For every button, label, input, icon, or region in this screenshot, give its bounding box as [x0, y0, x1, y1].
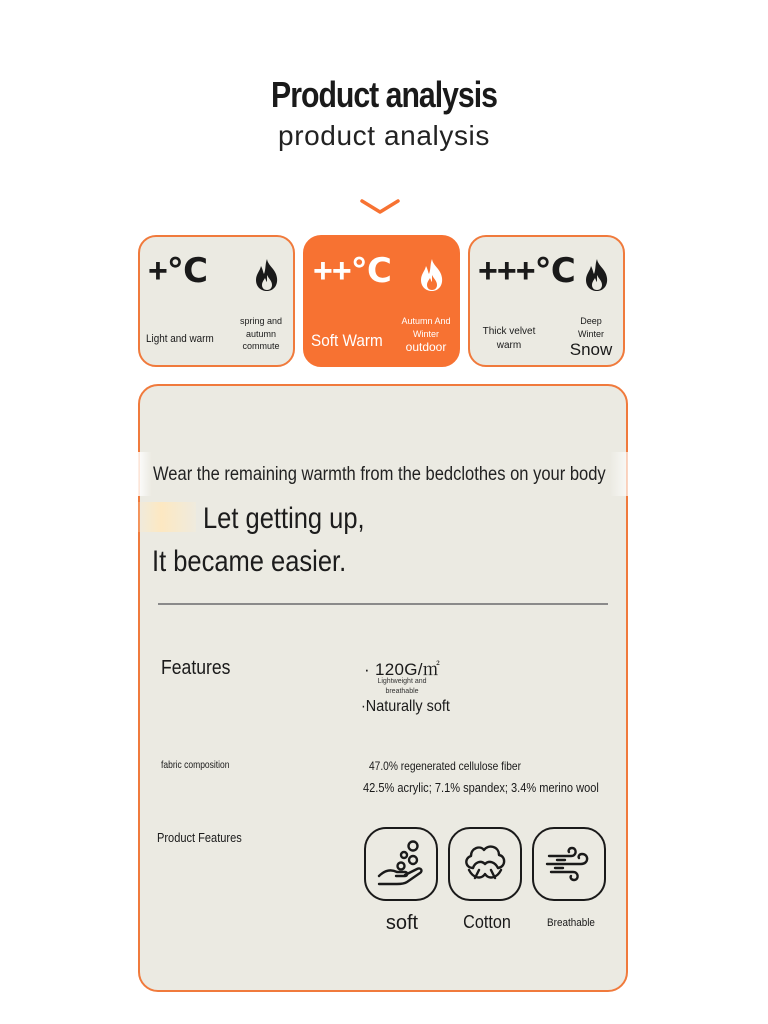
page-title: Product analysis: [271, 74, 497, 115]
features-label: Features: [161, 657, 231, 679]
hand-bubbles-icon: [375, 838, 427, 890]
warmth-level-season: spring and autumn commute: [239, 316, 283, 351]
feature-label-breathable: Breathable: [547, 917, 595, 929]
wind-icon: [543, 838, 595, 890]
cotton-feature-tile: [448, 827, 522, 901]
breathable-feature-tile: [532, 827, 606, 901]
warm-glow: [138, 502, 196, 532]
fabric-composition-label: fabric composition: [161, 760, 230, 771]
page-subtitle: product analysis: [278, 120, 490, 151]
divider: [158, 603, 608, 605]
light-glow: [610, 452, 634, 496]
flame-icon: [581, 257, 613, 293]
slogan-line-1: Let getting up,: [203, 502, 365, 535]
warmth-card-thick[interactable]: [468, 235, 625, 367]
softness-feature: ·Naturally soft: [361, 698, 450, 715]
product-features-label: Product Features: [157, 830, 242, 845]
light-glow: [138, 452, 152, 496]
fabric-weight: · 120G/㎡: [364, 660, 441, 679]
tagline: Wear the remaining warmth from the bedclothes on your body: [153, 464, 606, 485]
chevron-down-icon: [360, 199, 400, 215]
warmth-card-light[interactable]: [138, 235, 295, 367]
flame-icon: [416, 257, 448, 293]
feature-label-soft: soft: [385, 912, 419, 934]
warmth-level-season: Deep Winter Snow: [569, 316, 613, 359]
composition-line-2: 42.5% acrylic; 7.1% spandex; 3.4% merino wool: [363, 780, 599, 795]
weight-note: Lightweight and breathable: [377, 678, 427, 695]
warmth-level-temp: ++℃: [313, 252, 391, 290]
cotton-boll-icon: [459, 838, 511, 890]
warmth-card-soft[interactable]: [303, 235, 460, 367]
soft-feature-tile: [364, 827, 438, 901]
feature-label-cotton: Cotton: [463, 912, 511, 932]
composition-line-1: 47.0% regenerated cellulose fiber: [369, 759, 521, 773]
warmth-level-temp: +++℃: [478, 252, 575, 290]
slogan-line-2: It became easier.: [152, 545, 347, 578]
warmth-level-temp: +℃: [148, 252, 208, 290]
flame-icon: [251, 257, 283, 293]
warmth-level-label: Thick velvet warm: [482, 326, 536, 351]
warmth-level-label: Soft Warm: [311, 331, 383, 350]
warmth-level-season: Autumn And Winter outdoor: [401, 316, 451, 354]
warmth-level-label: Light and warm: [146, 333, 214, 345]
